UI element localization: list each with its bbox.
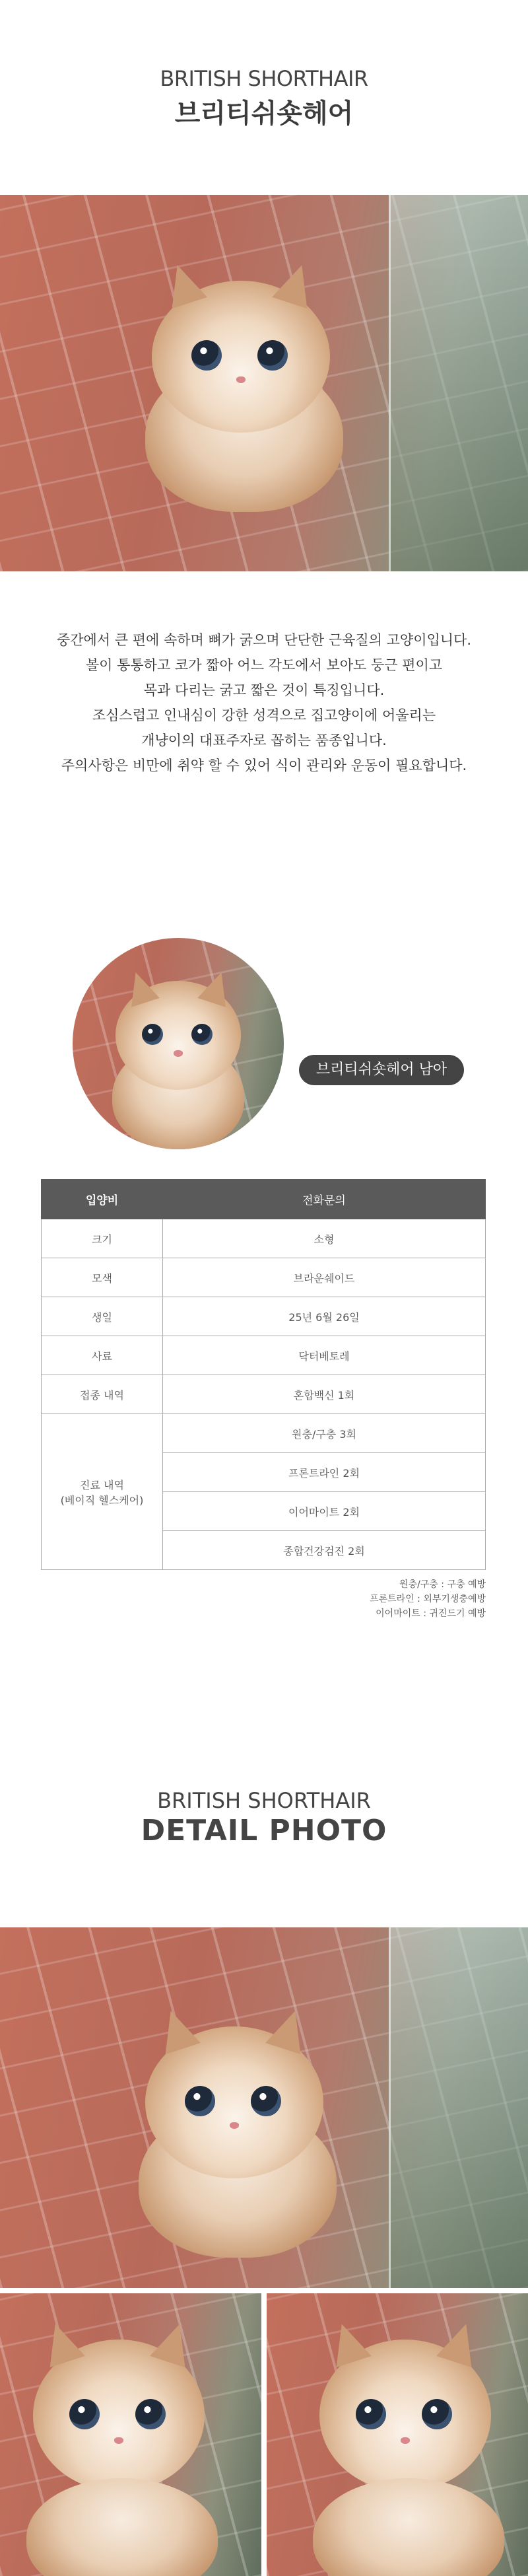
description-line: 개냥이의 대표주자로 꼽히는 품종입니다. bbox=[141, 733, 387, 748]
description-line: 볼이 통통하고 코가 짧아 어느 각도에서 보아도 둥근 편이고 bbox=[85, 657, 443, 673]
care-label: 진료 내역 bbox=[80, 1478, 124, 1491]
table-header-row bbox=[42, 1180, 486, 1219]
care-sub-label: (베이직 헬스케어) bbox=[60, 1493, 144, 1507]
care-item: 이어마이트 2회 bbox=[163, 1492, 486, 1531]
detail-photo-title: DETAIL PHOTO bbox=[141, 1814, 387, 1847]
profile-circle-photo bbox=[73, 938, 284, 1149]
care-history-label bbox=[42, 1414, 163, 1570]
care-item: 프론트라인 2회 bbox=[163, 1453, 486, 1492]
breed-korean-title: 브리티쉬숏헤어 bbox=[174, 98, 354, 129]
description-line: 조심스럽고 인내심이 강한 성격으로 집고양이에 어울리는 bbox=[92, 707, 436, 723]
row-value: 닥터베토레 bbox=[163, 1336, 486, 1375]
row-value: 혼합백신 1회 bbox=[163, 1375, 486, 1414]
care-item: 종합건강검진 2회 bbox=[163, 1531, 486, 1570]
table-row bbox=[42, 1336, 486, 1375]
row-label: 사료 bbox=[42, 1336, 163, 1375]
breed-english-title: BRITISH SHORTHAIR bbox=[160, 66, 368, 91]
row-value: 25년 6월 26일 bbox=[163, 1297, 486, 1336]
table-header-label: 입양비 bbox=[42, 1180, 163, 1219]
row-label: 접종 내역 bbox=[42, 1375, 163, 1414]
adoption-info-table bbox=[41, 1179, 486, 1570]
table-row bbox=[42, 1297, 486, 1336]
detail-breed-english: BRITISH SHORTHAIR bbox=[157, 1788, 371, 1813]
description-line: 주의사항은 비만에 취약 할 수 있어 식이 관리와 운동이 필요합니다. bbox=[61, 758, 467, 773]
description-line: 목과 다리는 굵고 짧은 것이 특징입니다. bbox=[143, 682, 385, 698]
detail-photo-left bbox=[0, 2293, 261, 2576]
detail-photo-right bbox=[267, 2293, 528, 2576]
care-item: 원충/구충 3회 bbox=[163, 1414, 486, 1453]
breed-description bbox=[0, 627, 528, 778]
table-row bbox=[42, 1414, 486, 1453]
table-row bbox=[42, 1375, 486, 1414]
note-line: 이어마이트 : 귀진드기 예방 bbox=[376, 1608, 486, 1619]
description-line: 중간에서 큰 편에 속하며 뼈가 굵으며 단단한 근육질의 고양이입니다. bbox=[56, 632, 472, 648]
note-line: 원충/구충 : 구충 예방 bbox=[399, 1579, 486, 1590]
row-value: 브라운쉐이드 bbox=[163, 1258, 486, 1297]
table-row bbox=[42, 1219, 486, 1258]
row-label: 모색 bbox=[42, 1258, 163, 1297]
main-cat-photo bbox=[0, 195, 528, 571]
name-gender-badge: 브리티쉬숏헤어 남아 bbox=[299, 1055, 464, 1085]
row-label: 크기 bbox=[42, 1219, 163, 1258]
detail-photo-large bbox=[0, 1927, 528, 2288]
row-value: 소형 bbox=[163, 1219, 486, 1258]
table-row bbox=[42, 1258, 486, 1297]
row-label: 생일 bbox=[42, 1297, 163, 1336]
note-line: 프론트라인 : 외부기생충예방 bbox=[370, 1594, 486, 1604]
table-header-value: 전화문의 bbox=[163, 1180, 486, 1219]
care-notes bbox=[370, 1577, 486, 1621]
